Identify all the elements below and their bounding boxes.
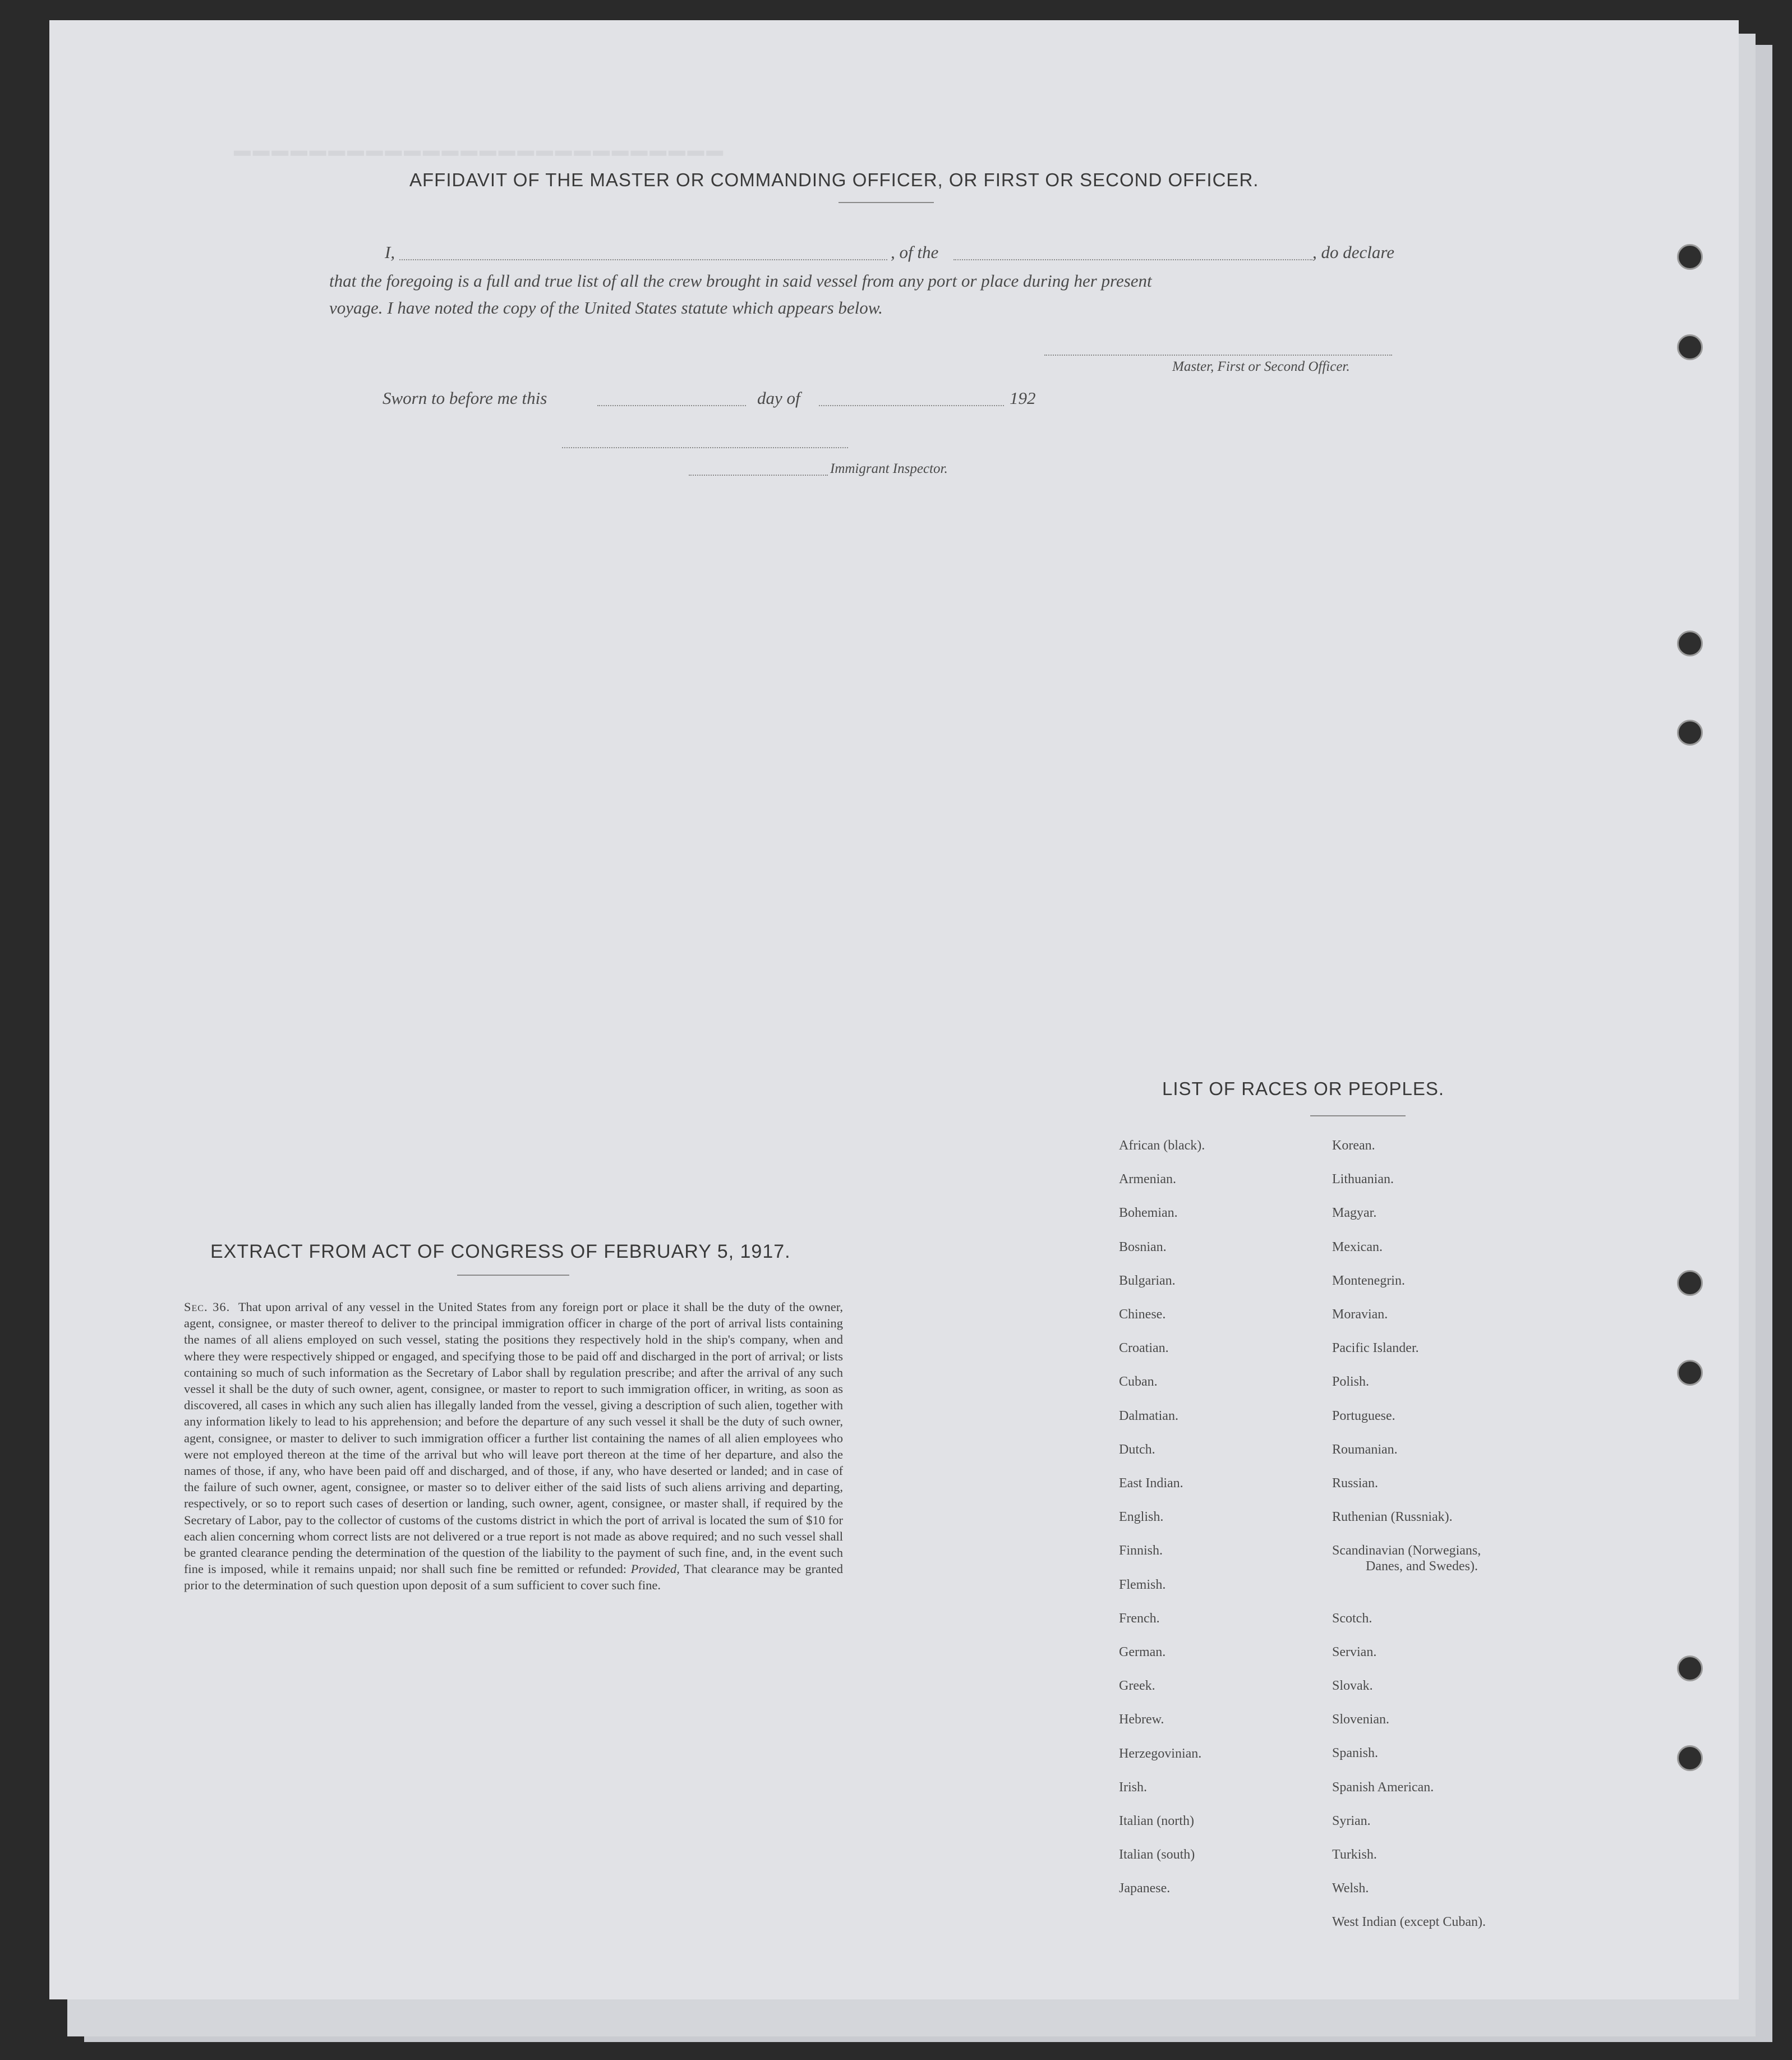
race-list-item: Slovak.: [1332, 1679, 1373, 1693]
race-list-item: Bohemian.: [1119, 1206, 1178, 1221]
affidavit-i: I,: [385, 242, 395, 262]
inspector-signature-field[interactable]: [562, 447, 848, 448]
race-list-item: Roumanian.: [1332, 1442, 1398, 1457]
punch-hole-icon: [1677, 244, 1703, 270]
race-list-item: East Indian.: [1119, 1476, 1183, 1491]
race-list-item: English.: [1119, 1510, 1164, 1525]
inspector-caption: Immigrant Inspector.: [830, 461, 948, 476]
race-list-item: Greek.: [1119, 1679, 1155, 1694]
race-list-item: Montenegrin.: [1332, 1273, 1405, 1288]
race-list-item: Croatian.: [1119, 1341, 1169, 1356]
punch-hole-icon: [1677, 1745, 1703, 1771]
race-list-item: Moravian.: [1332, 1307, 1388, 1322]
affidavit-line-3: voyage. I have noted the copy of the United States statute which appears below.: [329, 298, 883, 318]
race-list-item: Herzegovinian.: [1119, 1746, 1202, 1761]
races-title: LIST OF RACES OR PEOPLES.: [1162, 1078, 1445, 1099]
race-list-item: Portuguese.: [1332, 1408, 1395, 1423]
affidavit-title: AFFIDAVIT OF THE MASTER OR COMMANDING OFFICER, OR FIRST OR SECOND OFFICER.: [409, 169, 1259, 190]
race-list-item: Welsh.: [1332, 1881, 1369, 1896]
sworn-year: 192: [1010, 388, 1036, 408]
punch-hole-icon: [1677, 631, 1703, 656]
race-list-item: Spanish American.: [1332, 1779, 1434, 1795]
sworn-prefix: Sworn to before me this: [383, 388, 547, 408]
statute-text: [184, 1299, 843, 1594]
race-list-item: African (black).: [1119, 1138, 1205, 1153]
vessel-name-field[interactable]: [953, 259, 1312, 260]
affidavit-title-rule: [839, 202, 934, 203]
race-list-item: Armenian.: [1119, 1172, 1176, 1187]
race-list-item: Cuban.: [1119, 1374, 1158, 1390]
race-list-item: Dutch.: [1119, 1442, 1155, 1457]
race-list-item: Mexican.: [1332, 1239, 1383, 1254]
punch-hole-icon: [1677, 1270, 1703, 1296]
races-title-rule: [1310, 1115, 1406, 1116]
affidavit-of-the: , of the: [891, 242, 939, 262]
race-list-item: Danes, and Swedes).: [1366, 1559, 1478, 1574]
sworn-month-field[interactable]: [819, 405, 1004, 406]
race-list-item: Italian (north): [1119, 1814, 1194, 1828]
bleed-through-text: ━━━━━━━━━━━━━━━━━━━━━━━━━━: [234, 139, 726, 168]
race-list-item: Russian.: [1332, 1476, 1379, 1491]
section-label: Sec. 36.: [184, 1300, 231, 1314]
race-list-item: Irish.: [1119, 1779, 1147, 1795]
master-caption: Master, First or Second Officer.: [1172, 359, 1350, 374]
document-page: [49, 20, 1739, 1999]
master-signature-field[interactable]: [1044, 355, 1392, 356]
race-list-item: Magyar.: [1332, 1206, 1377, 1221]
race-list-item: Lithuanian.: [1332, 1172, 1394, 1187]
race-list-item: Spanish.: [1332, 1746, 1379, 1761]
race-list-item: Korean.: [1332, 1138, 1375, 1153]
statute-body-part2: That clearance may be granted prior to the determination of such question upon deposit of a sum sufficient to cover such fine.: [184, 1562, 844, 1593]
race-list-item: German.: [1119, 1645, 1166, 1659]
race-list-item: Bulgarian.: [1119, 1273, 1176, 1288]
race-list-item: West Indian (except Cuban).: [1332, 1915, 1486, 1930]
race-list-item: Ruthenian (Russniak).: [1332, 1510, 1453, 1525]
race-list-item: Italian (south): [1119, 1847, 1195, 1863]
race-list-item: Finnish.: [1119, 1543, 1163, 1558]
punch-hole-icon: [1677, 720, 1703, 746]
inspector-signature-lead: [689, 475, 828, 476]
extract-title: EXTRACT FROM ACT OF CONGRESS OF FEBRUARY 5, 1917.: [210, 1241, 791, 1262]
sworn-day-field[interactable]: [597, 405, 746, 406]
race-list-item: Scotch.: [1332, 1611, 1372, 1626]
affidavit-line-2: that the foregoing is a full and true list of all the crew brought in said vessel from any port or place during her present: [329, 271, 1152, 291]
race-list-item: Scandinavian (Norwegians,: [1332, 1543, 1481, 1558]
race-list-item: Pacific Islander.: [1332, 1341, 1419, 1356]
race-list-item: Japanese.: [1119, 1881, 1171, 1896]
race-list-item: Slovenian.: [1332, 1712, 1389, 1727]
race-list-item: Servian.: [1332, 1644, 1377, 1659]
statute-body-part1: That upon arrival of any vessel in the United States from any foreign port or place it shall be the duty of the owner, agent, consignee, or master thereof to deliver to the principal immigration officer in charge of the port of arrival lists containing the names of all aliens employed on such vessel, stating the positions they respectively hold in the ship's company, when and where they were respectively shipped or engaged, and specifying those to be paid off and discharged in the port of arrival; or lists containing so much of such information as the Secretary of Labor shall by regulation prescribe; and after the arrival of any such vessel it shall be the duty of such owner, agent, consignee, or master to report to such immigration officer, in writing, as soon as discovered, all cases in which any such alien has illegally landed from the vessel, giving a description of such alien, together with any information likely to lead to his apprehension; and before the departure of any such vessel it shall be the duty of such owner, agent, consignee, or master to deliver to such immigration officer a further list containing the names of all alien employees who were not employed thereon at the time of the arrival but who will leave port thereon at the time of her departure, and also the names of those, if any, who have been paid off and discharged, and of those, if any, who have deserted or landed; and in case of the failure of such owner, agent, consignee, or master so to deliver either of the said lists of such aliens arriving and departing, respectively, or so to report such cases of desertion or landing, such owner, agent, consignee, or master shall, if required by the Secretary of Labor, pay to the collector of customs of the customs district in which the port of arrival is located the sum of $10 for each alien concerning whom correct lists are not delivered or a true report is not made as above required; and no such vessel shall be granted clearance pending the determination of the question of the liability to the payment of such fine, and, in the event such fine is imposed, while it remains unpaid; nor shall such fine be remitted or refunded:: [184, 1300, 843, 1576]
race-list-item: Chinese.: [1119, 1307, 1166, 1322]
race-list-item: Flemish.: [1119, 1577, 1166, 1592]
officer-name-field[interactable]: [399, 259, 887, 260]
race-list-item: Bosnian.: [1119, 1239, 1167, 1254]
race-list-item: Turkish.: [1332, 1847, 1377, 1862]
punch-hole-icon: [1677, 334, 1703, 360]
race-list-item: Dalmatian.: [1119, 1408, 1178, 1423]
punch-hole-icon: [1677, 1360, 1703, 1386]
punch-hole-icon: [1677, 1656, 1703, 1681]
race-list-item: Syrian.: [1332, 1813, 1371, 1828]
race-list-item: French.: [1119, 1611, 1160, 1626]
statute-provided: Provided,: [630, 1562, 680, 1576]
race-list-item: Polish.: [1332, 1374, 1370, 1390]
extract-title-rule: [457, 1275, 569, 1276]
race-list-item: Hebrew.: [1119, 1712, 1164, 1727]
affidavit-declare: , do declare: [1312, 242, 1395, 262]
sworn-day-of: day of: [757, 388, 800, 408]
